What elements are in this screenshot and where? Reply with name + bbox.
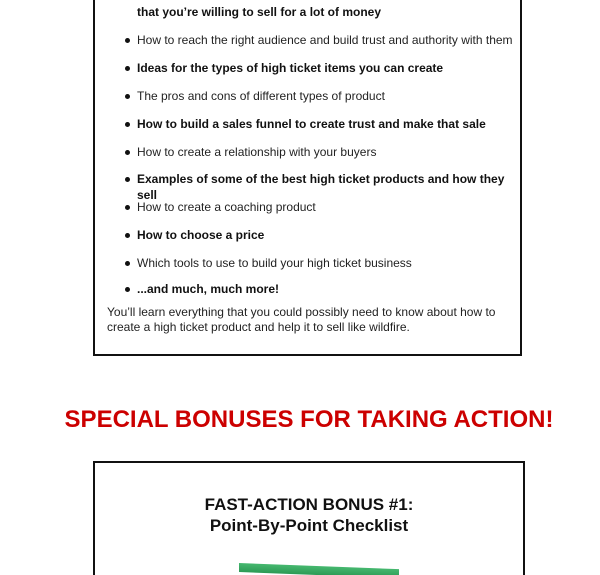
bullet-icon: [125, 94, 130, 99]
bullet-icon: [125, 205, 130, 210]
list-item: [137, 4, 517, 20]
features-summary: You’ll learn everything that you could possibly need to know about how to create a high ticket product and help it to sell like wildfire.: [107, 305, 496, 334]
bonus-box: [93, 461, 525, 575]
list-item: [137, 88, 517, 104]
feature-text: How to choose a price: [137, 228, 265, 242]
feature-text: Examples of some of the best high ticket products and how they sell: [137, 172, 505, 202]
bonus-label: FAST-ACTION BONUS #1:: [204, 495, 414, 514]
list-item: [137, 60, 517, 76]
features-box: [93, 0, 522, 356]
feature-text: ...and much, much more!: [137, 282, 280, 296]
feature-text: How to reach the right audience and build trust and authority with them: [137, 33, 513, 47]
list-item: [137, 281, 517, 297]
list-item: [137, 32, 517, 48]
feature-text: The pros and cons of different types of product: [137, 89, 385, 103]
list-item: [137, 144, 517, 160]
bullet-icon: [125, 261, 130, 266]
feature-text: How to create a relationship with your buyers: [137, 145, 377, 159]
list-item: [137, 116, 517, 132]
bullet-icon: [125, 233, 130, 238]
bonuses-heading: SPECIAL BONUSES FOR TAKING ACTION!: [64, 406, 554, 433]
bullet-icon: [125, 122, 130, 127]
feature-text: Which tools to use to build your high ticket business: [137, 256, 412, 270]
checklist-graphic: [239, 563, 399, 575]
feature-text: Ideas for the types of high ticket items you can create: [137, 61, 444, 75]
bullet-icon: [125, 177, 130, 182]
bullet-icon: [125, 150, 130, 155]
bullet-icon: [125, 66, 130, 71]
bullet-icon: [125, 38, 130, 43]
list-item: [137, 227, 517, 243]
list-item: [137, 199, 517, 215]
feature-text: How to build a sales funnel to create trust and make that sale: [137, 117, 486, 131]
bonus-title: Point-By-Point Checklist: [209, 516, 409, 535]
bullet-icon: [125, 287, 130, 292]
feature-text: How to create a coaching product: [137, 200, 316, 214]
list-item: [137, 255, 517, 271]
feature-text: that you’re willing to sell for a lot of money: [137, 5, 382, 19]
